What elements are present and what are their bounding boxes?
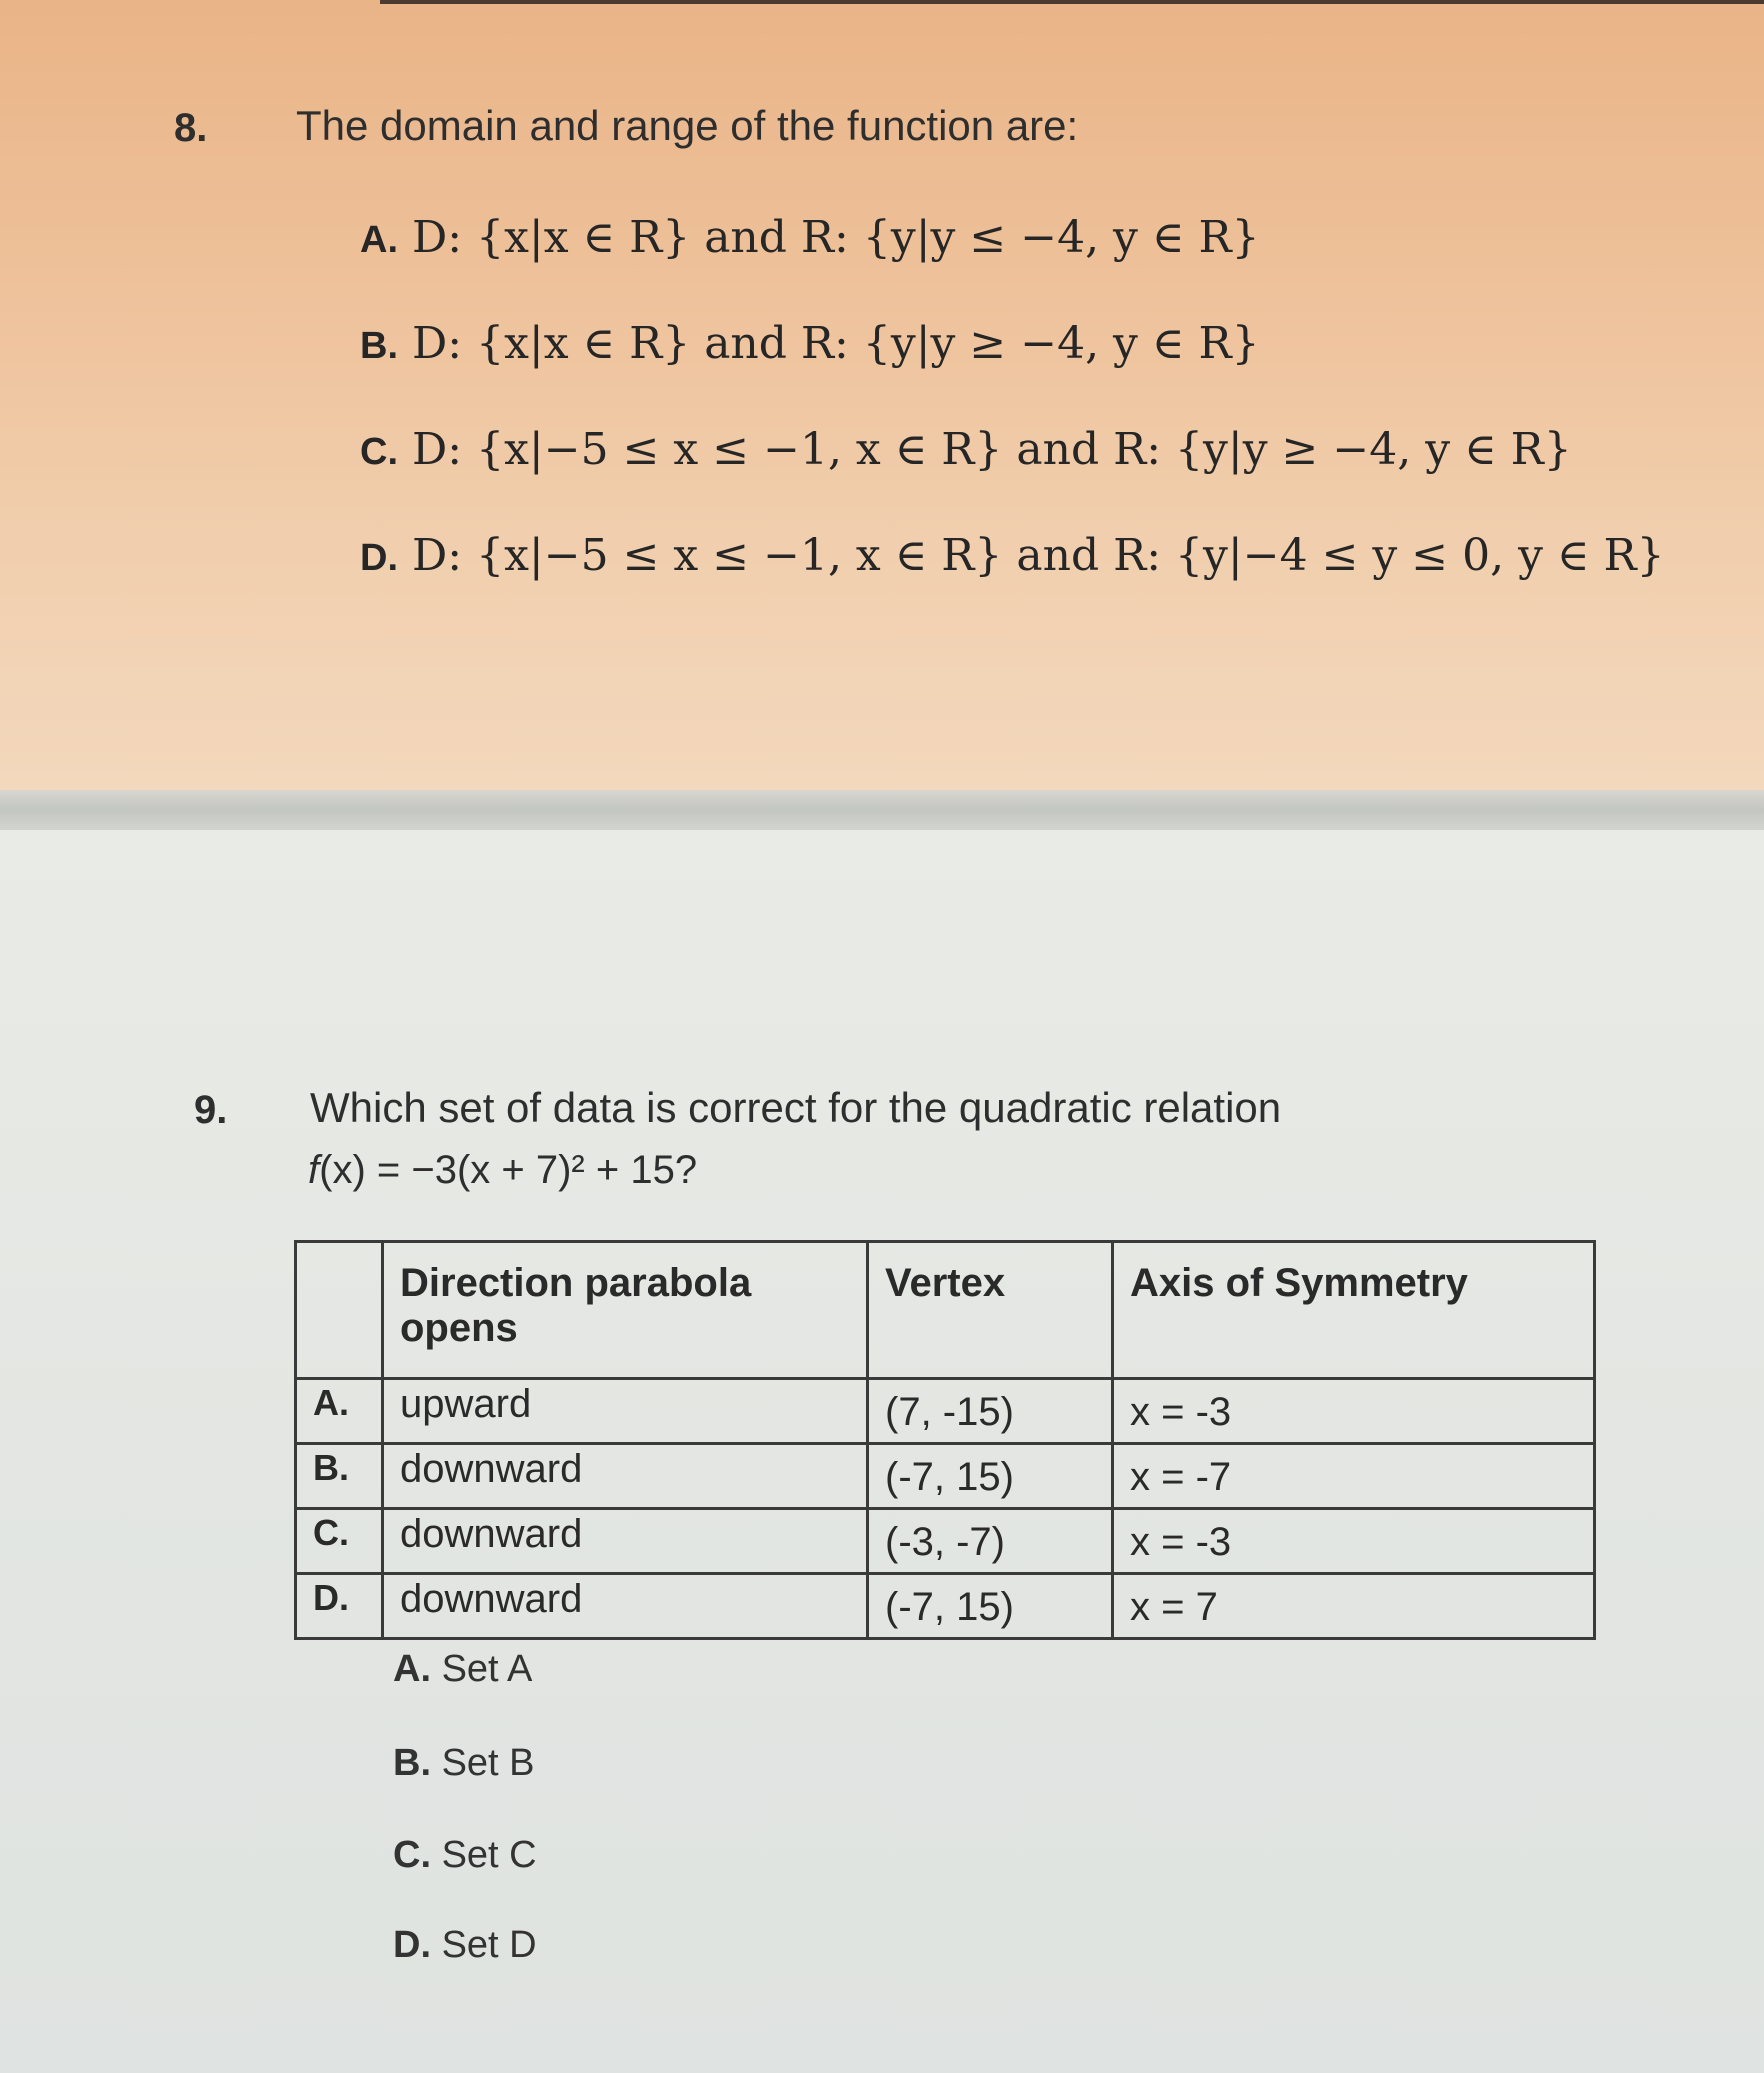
q8-option-a-letter: A. — [360, 219, 398, 261]
q8-option-b-letter: B. — [360, 325, 398, 367]
row-direction: downward — [383, 1444, 868, 1509]
header-empty — [296, 1242, 383, 1379]
q8-option-d-letter: D. — [360, 537, 398, 579]
header-vertex: Vertex — [868, 1242, 1113, 1379]
header-direction: Direction parabola opens — [383, 1242, 868, 1379]
row-direction: downward — [383, 1574, 868, 1639]
row-axis: x = -3 — [1113, 1379, 1595, 1444]
row-letter: C. — [296, 1509, 383, 1574]
q8-option-d-text: D: {x|−5 ≤ x ≤ −1, x ∈ R} and R: {y|−4 ≤ y ≤ 0, y ∈ R} — [412, 530, 1665, 581]
q9-choice-d-letter: D. — [393, 1924, 431, 1966]
row-direction: upward — [383, 1379, 868, 1444]
formula-expression: (x) = −3(x + 7)² + 15? — [319, 1148, 698, 1192]
q9-choice-d[interactable] — [393, 1924, 537, 1967]
header-axis: Axis of Symmetry — [1113, 1242, 1595, 1379]
q9-choice-b-letter: B. — [393, 1742, 431, 1784]
top-edge-border — [380, 0, 1764, 4]
table-row — [296, 1379, 1595, 1444]
row-vertex: (-7, 15) — [868, 1574, 1113, 1639]
question-8-number: 8. — [174, 106, 208, 150]
page-divider — [0, 790, 1764, 830]
table-header-row — [296, 1242, 1595, 1379]
q8-option-a-text: D: {x|x ∈ R} and R: {y|y ≤ −4, y ∈ R} — [412, 212, 1260, 263]
q8-option-a[interactable] — [360, 212, 1260, 263]
row-letter: B. — [296, 1444, 383, 1509]
table-row — [296, 1444, 1595, 1509]
q8-option-c-letter: C. — [360, 431, 398, 473]
row-vertex: (-3, -7) — [868, 1509, 1113, 1574]
row-axis: x = -3 — [1113, 1509, 1595, 1574]
row-axis: x = -7 — [1113, 1444, 1595, 1509]
question-9-number: 9. — [194, 1088, 228, 1132]
q8-option-c[interactable] — [360, 424, 1572, 475]
table-row — [296, 1509, 1595, 1574]
q8-option-b[interactable] — [360, 318, 1260, 369]
question-8-text: The domain and range of the function are: — [296, 102, 1079, 149]
q9-choice-b[interactable] — [393, 1742, 535, 1785]
question-9-formula — [308, 1148, 697, 1193]
q9-choice-c[interactable] — [393, 1834, 537, 1877]
q9-choice-a-text: Set A — [441, 1648, 533, 1690]
row-direction: downward — [383, 1509, 868, 1574]
row-letter: D. — [296, 1574, 383, 1639]
q9-choice-a-letter: A. — [393, 1648, 431, 1690]
row-letter: A. — [296, 1379, 383, 1444]
row-vertex: (-7, 15) — [868, 1444, 1113, 1509]
q8-option-d[interactable] — [360, 530, 1665, 581]
question-9-text: Which set of data is correct for the quadratic relation — [310, 1084, 1282, 1131]
q8-option-c-text: D: {x|−5 ≤ x ≤ −1, x ∈ R} and R: {y|y ≥ −4, y ∈ R} — [412, 424, 1572, 475]
table-row — [296, 1574, 1595, 1639]
formula-function-name: f — [308, 1148, 320, 1192]
row-vertex: (7, -15) — [868, 1379, 1113, 1444]
q9-choice-b-text: Set B — [441, 1742, 535, 1784]
answer-data-table — [294, 1240, 1596, 1640]
q8-option-b-text: D: {x|x ∈ R} and R: {y|y ≥ −4, y ∈ R} — [412, 318, 1260, 369]
q9-choice-c-letter: C. — [393, 1834, 431, 1876]
row-axis: x = 7 — [1113, 1574, 1595, 1639]
q9-choice-c-text: Set C — [441, 1834, 537, 1876]
q9-choice-a[interactable] — [393, 1648, 532, 1691]
q9-choice-d-text: Set D — [441, 1924, 537, 1966]
